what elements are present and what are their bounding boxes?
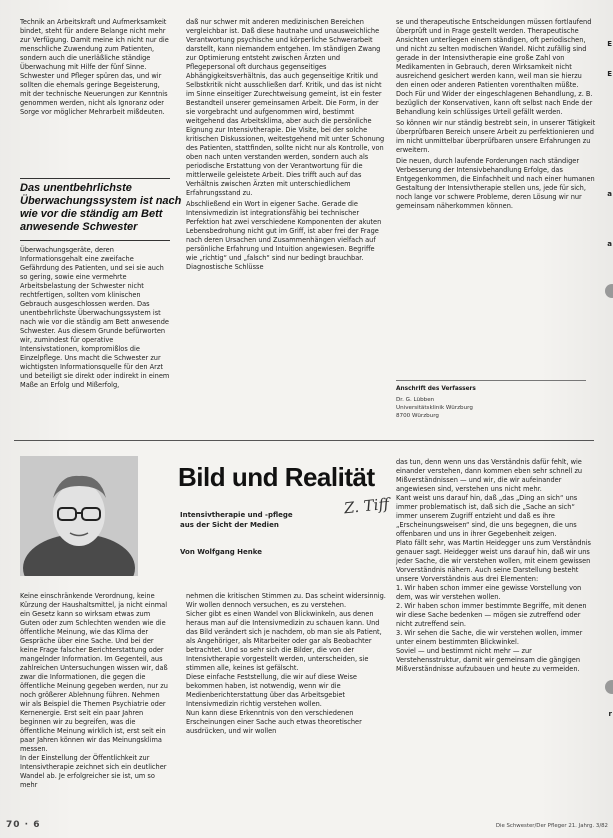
subhead-rule-top [20,178,170,179]
address-line-2: Universitätsklinik Würzburg [396,405,473,411]
section-divider [14,440,594,441]
article-column-1 [20,592,170,792]
address-rule [396,380,586,381]
address-line-3: 8700 Würzburg [396,413,439,419]
kicker-line-2: aus der Sicht der Medien [180,521,279,529]
author-portrait-image [20,456,138,576]
upper-column-3 [396,18,596,213]
upper-column-2 [186,18,386,274]
author-photo [20,456,138,576]
upper-col3-paragraph-2: So können wir nur ständig bestrebt sein, in unserer Tätigkeit überprüfbaren Bereich unsere Arbeit zu perfektionieren und im nicht unmittelbar überprüfbaren unsere Erfahrungen zu erweitern. [396,119,598,154]
address-line-1: Dr. G. Lübben [396,397,435,403]
upper-col1-paragraph-1: Technik an Arbeitskraft und Aufmerksamkeit bindet, steht für andere Belange nicht mehr zur Verfügung. Damit meine ich nicht nur die menschliche Zuwendung zum Patienten, sondern auch die unerläßliche ständige Überwachung mit Hilfe der fünf Sinne. Schwester und Pfleger spüren das, und wir sollten die ehemals geringe Begeisterung, mit der technische Neuerungen zur Kenntnis genommen werden, nicht als Ignoranz oder Sorge vor möglicher Mehrarbeit mißdeuten. [20,18,171,116]
subhead-rule-bottom [20,240,170,241]
upper-col3-paragraph-1: se und therapeutische Entscheidungen müssen fortlaufend überprüft und in Frage gestellt werden. Therapeutische Ansichten unterliegen einem ständigen, oft periodischen, und nicht zu selten modischen Wandel. Nicht zufällig sind gerade in der Intensivtherapie eine große Zahl von Medikamenten in Gebrauch, deren Wirksamkeit nicht ausreichend gesichert werden kann, weil man sie hierzu den einen oder anderen Patienten vorenthalten müßte. Doch Für und Wider der eingeschlagenen Behandlung, z. B. bezüglich der Konservativen, kann oft selbst nach Ende der Behandlung kein schlüssiges Urteil gefällt werden. [396,18,595,116]
upper-column-1b [20,246,170,392]
upper-column-1 [20,18,170,119]
pull-quote-line-4: anwesende Schwester [20,221,138,233]
article-col1-text: Keine einschränkende Verordnung, keine Kürzung der Haushaltsmittel, ja nicht einmal ein Gesetz kann so wirksam etwas zum Guten oder zum Schlechten wenden wie die öffentliche Meinung, wie das Klima der Gespräche über eine Sache. Und bei der keine Frage falscher Berichterstattung oder mangelnder Information. Im Gegenteil, aus zahlreichen Untersuchungen wissen wir, daß zwar die Informationen, die gegen die öffentliche Meinung gegeben werden, nur zu noch größerer Ablehnung führen. Nehmen wir als Beispiel die Themen Psychiatrie oder Kernenergie. Erst seit ein paar Jahren beginnen wir zu begreifen, was die öffentliche Meinung wirklich ist, erst seit ein paar Jahren können wir das Meinungsklima messen. In der Einstellung der Öffentlichkeit zur Intensivtherapie zeichnet sich ein deutlicher Wandel ab. Je erfolgreicher sie ist, um so mehr [20,592,168,789]
edge-letter-1: E [607,40,612,48]
edge-letter-2: E [607,70,612,78]
journal-footer: Die Schwester/Der Pfleger 21. Jahrg. 3/82 [495,823,608,829]
upper-col2-paragraph-2: Abschließend ein Wort in eigener Sache. Gerade die Intensivmedizin ist integrationsfähig bei technischer Perfektion hat zwei verschiedene Komponenten der akuten Lebensbedrohung nicht gut im Griff, ist aber frei der Frage nach deren Ursachen und Zusammenhängen vielfach auf persönliche Erfahrung und Intuition angewiesen. Begriffe wie „richtig“ und „falsch“ sind nur bedingt brauchbar. Diagnostische Schlüsse [186,200,384,271]
edge-letter-3: a [607,190,612,198]
page-number: 70 · 6 [6,820,41,830]
pull-quote-line-3: wie vor die ständig am Bett [20,208,163,220]
article-col3-text: das tun, denn wenn uns das Verständnis dafür fehlt, wie einander verstehen, dann kommen eben sehr schnell zu Mißverständnissen — und wir, die wir aufeinander angewiesen sind, verstehen uns nicht mehr. Kant weist uns darauf hin, daß „das „Ding an sich“ uns immer problematisch ist, daß sich die „Sache an sich“ immer unserem Zugriff entzieht und daß es ihre „Erscheinungsweisen“ sind, die uns begegnen, die uns offenbaren und uns in ihrer Gegebenheit zeigen. Plato fällt sehr, was Martin Heidegger uns zum Verständnis genauer sagt. Heidegger weist uns darauf hin, daß wir uns jeder Sache, die wir verstehen wollen, mit einem gewissen Vorverständnis nähern. Auch seine Darstellung besteht unsere Vorverständnis aus drei Elementen: 1. Wir haben schon immer eine gewisse Vorstellung von dem, was wir verstehen wollen. 2. Wir haben schon immer bestimmte Begriffe, mit denen wir diese Sache bedenken — mögen sie zutreffend oder nicht zutreffend sein. 3. Wir sehen die Sache, die wir verstehen wollen, immer unter einem bestimmten Blickwinkel. Soviel — und bestimmt nicht mehr — zur Verstehensstruktur, damit wir gemeinsam die gängigen Mißverständnisse aufzubauen und heute zu vermeiden. [396,458,591,673]
pull-quote [20,182,181,234]
upper-col2-paragraph-1: daß nur schwer mit anderen medizinischen Bereichen vergleichbar ist. Daß diese hautnahe und unausweichliche Verantwortung psychische und körperliche Schwerarbeit darstellt, kann niemandem entgehen. Im ständigen Zwang zur Optimierung entsteht zwischen Ärzten und Pflegepersonal oft durchaus gegenseitiges Abhängigkeitsverhältnis, das auch gegenseitige Kritik und Selbstkritik nicht ausschließen darf. Kritik, und das ist nicht im Sinne einseitiger Zurechtweisung gemeint, ist ein fester Bestandteil unserer gemeinsamen Arbeit. Die Form, in der sie vorgebracht und aufgenommen wird, bestimmt weitgehend das Arbeitsklima, aber auch die persönliche Eignung zur Intensivtherapie. Die Visite, bei der solche kritischen Diskussionen, weitestgehend mit unter Schonung des Patienten, stattfinden, sollte nicht nur als Kontrolle, von oben nach unten verstanden werden, sondern auch als periodische Erstattung von der Verantwortung für die mittlerweile geleistete Arbeit. Dies trifft auch auf das Verhältnis zwischen Ärzten mit unterschiedlichem Erfahrungsstand zu. [186,18,387,197]
upper-col1-paragraph-2: Überwachungsgeräte, deren Informationsgehalt eine zweifache Gefährdung des Patienten, und sei sie auch so gering, sowie eine vermehrte Arbeitsbelastung der Schwester nicht rechtfertigen, sollten vom klinischen Gebrauch ausgeschlossen werden. Das unentbehrlichste Überwachungssystem ist nach wie vor die ständig am Bett anwesende Schwester. Aus diesem Grunde befürworten wir, zumindest für operative Intensivstationen, kompromißlos die Einzelpflege. Uns macht die Schwester zur wichtigsten Informationsquelle für den Arzt und beteiligt sie direkt oder indirekt in einem Maße an Erfolg und Mißerfolg, [20,246,172,389]
article-column-2 [186,592,386,738]
article-col2-text: nehmen die kritischen Stimmen zu. Das scheint widersinnig. Wir wollen dennoch versuchen, es zu verstehen. Sicher gibt es einen Wandel von Blickwinkeln, aus denen heraus man auf die Intensivmedizin zu schauen kann. Und das Bild verändert sich je nachdem, ob man sie als Patient, als Angehöriger, als Mitarbeiter oder gar als Beobachter betrachtet. Und so sehr sich die Bilder, die von der Intensivtherapie vorgestellt werden, unterscheiden, sie stimmen alle, keines ist gefälscht. Diese einfache Feststellung, die wir auf diese Weise bekommen haben, ist notwendig, wenn wir die Medienberichterstattung über das Arbeitsgebiet Intensivmedizin richtig verstehen wollen. Nun kann diese Erkenntnis von den verschiedenen Erscheinungen einer Sache auch etwas theoretischer ausdrücken, und wir wollen [186,592,386,735]
binder-hole [605,284,613,298]
author-address [396,396,473,420]
edge-letter-5: r [608,710,612,718]
binder-hole [605,680,613,694]
address-title: Anschrift des Verfassers [396,386,476,392]
pull-quote-line-1: Das unentbehrlichste [20,182,132,194]
article-byline: Von Wolfgang Henke [180,548,262,556]
kicker-line-1: Intensivtherapie und -pflege [180,511,293,519]
pull-quote-line-2: Überwachungssystem ist nach [20,195,182,207]
article-title: Bild und Realität [178,462,375,492]
upper-col3-paragraph-3: Die neuen, durch laufende Forderungen nach ständiger Verbesserung der Intensivbehandlung Erfolge, das Entgegenkommen, die Einfachheit und nach einer humanen Gestaltung der Intensivtherapie stellen uns, jede für sich, noch lange vor schwere Probleme, deren Lösung wir nur gemeinsam näherkommen können. [396,157,597,210]
article-kicker [180,510,293,530]
article-column-3 [396,458,596,676]
edge-letter-4: a [607,240,612,248]
handwritten-signature: Z. Tiff [343,494,390,518]
